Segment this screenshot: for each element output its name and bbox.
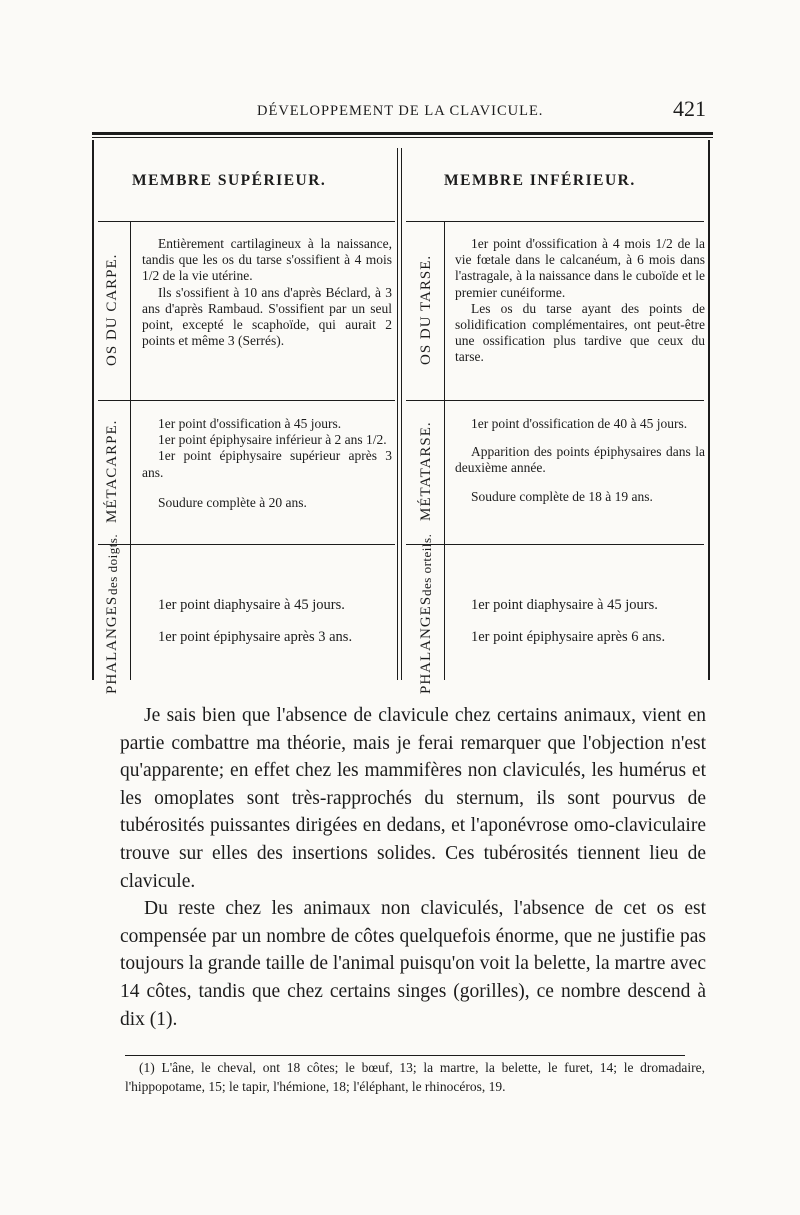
cell-tarse-p2: Les os du tarse ayant des points de solidification complémentaires, ont peut-être une ossification plus tardive que ceux du tarse. — [455, 300, 705, 365]
ossification-table — [92, 140, 712, 695]
column-header-lower-limb: MEMBRE INFÉRIEUR. — [444, 172, 636, 189]
row-label-carpe-text: OS DU CARPE. — [104, 253, 121, 367]
body-text — [120, 702, 706, 1033]
cell-metacarpe-p3: 1er point épiphysaire supérieur après 3 ans. — [142, 448, 392, 480]
cell-metacarpe-p1: 1er point d'ossification à 45 jours. — [158, 416, 342, 431]
table-center-divider-2 — [401, 148, 402, 680]
row-sublabel-orteils: des orteils. — [419, 533, 435, 597]
running-header — [92, 96, 712, 125]
cell-metatarse-p2: Apparition des points épiphysaires dans la deuxième année. — [455, 444, 705, 476]
left-label-divider — [130, 221, 131, 680]
row-label-metatarse-text: MÉTATARSE. — [418, 421, 435, 522]
cell-metatarse — [455, 416, 705, 505]
row-separator-2-right — [406, 544, 704, 545]
cell-phalanges-orteils-p2: 1er point épiphysaire après 6 ans. — [471, 629, 666, 645]
body-paragraph-1: Je sais bien que l'absence de clavicule chez certains animaux, vient en partie combattre ma théorie, mais je ferai remarquer que l'objection n'est qu'apparente; en effet chez les mammifères non claviculés, les humérus et les omoplates sont très-rapprochés du sternum, ils sont pourvus de tubérosités puissantes dirigées en dedans, et l'aponévrose omo-claviculaire trouve sur elles des insertions solides. Ces tubérosités tiennent lieu de clavicule. — [120, 705, 706, 892]
cell-carpe-p2: Ils s'ossifient à 10 ans d'après Béclard, à 3 ans d'après Rambaud. S'ossifient par un seul point, excepté le scaphoïde, qui aurait 2 points et même 3 (Serrés). — [142, 284, 392, 349]
footnote-rule — [125, 1055, 685, 1056]
cell-phalanges-orteils — [455, 596, 705, 646]
row-label-metacarpe-text: MÉTACARPE. — [104, 419, 121, 524]
cell-phalanges-doigts — [142, 596, 392, 646]
cell-metacarpe — [142, 416, 392, 511]
table-left-border — [92, 140, 94, 680]
row-label-metacarpe — [98, 404, 128, 539]
running-title: DÉVELOPPEMENT DE LA CLAVICULE. — [257, 103, 544, 119]
row-label-tarse — [412, 225, 442, 395]
row-label-metatarse — [412, 404, 442, 539]
row-sublabel-doigts: des doigts. — [105, 534, 121, 596]
right-label-divider — [444, 221, 445, 680]
cell-tarse — [455, 236, 705, 366]
table-center-divider — [397, 148, 398, 680]
table-right-border — [708, 140, 710, 680]
row-label-phalanges-orteils — [410, 533, 444, 695]
page-number: 421 — [673, 96, 706, 121]
row-label-phalanges-doigts — [96, 534, 130, 694]
cell-metatarse-p1: 1er point d'ossification de 40 à 45 jours. — [471, 416, 688, 431]
cell-carpe — [142, 236, 392, 349]
footnote — [125, 1058, 705, 1096]
cell-metacarpe-p2: 1er point épiphysaire inférieur à 2 ans 1/2. — [158, 432, 387, 448]
cell-phalanges-orteils-p1: 1er point diaphysaire à 45 jours. — [471, 597, 658, 613]
header-rule — [92, 132, 713, 135]
cell-metacarpe-p4: Soudure complète à 20 ans. — [158, 494, 307, 510]
row-separator-1-right — [406, 400, 704, 401]
cell-phalanges-doigts-p1: 1er point diaphysaire à 45 jours. — [158, 597, 345, 613]
body-paragraph-2: Du reste chez les animaux non claviculés, l'absence de cet os est compensée par un nombre de côtes quelquefois énorme, que ne justifie pas toujours la grande taille de l'animal puisqu'on voit la belette, la martre avec 14 côtes, tandis que chez certains singes (gorilles), ce nombre descend à dix (1). — [120, 898, 706, 1030]
footnote-text: (1) L'âne, le cheval, ont 18 côtes; le bœuf, 13; la martre, la belette, le furet, 14; le dromadaire, l'hippopotame, 15; le tapir, l'hémione, 18; l'éléphant, le rhinocéros, 19. — [125, 1060, 705, 1094]
cell-carpe-p1: Entièrement cartilagineux à la naissance, tandis que les os du tarse s'ossifient à 4 mois 1/2 de la vie utérine. — [142, 236, 392, 284]
row-separator-1 — [98, 400, 395, 401]
row-label-phalanges-orteils-text: PHALANGES — [418, 596, 435, 695]
cell-metatarse-p3: Soudure complète de 18 à 19 ans. — [471, 488, 653, 504]
cell-tarse-p1: 1er point d'ossification à 4 mois 1/2 de la vie fœtale dans le calcanéum, à 6 mois dans l'astragale, à la naissance dans le cuboïde et le premier cunéiforme. — [455, 236, 705, 300]
row-label-carpe — [98, 225, 128, 395]
row-label-phalanges-doigts-text: PHALANGES — [104, 595, 121, 694]
row-label-tarse-text: OS DU TARSE. — [418, 254, 435, 366]
header-rule-thin — [92, 137, 713, 138]
row-separator-2 — [98, 544, 395, 545]
header-separator — [98, 221, 395, 222]
column-header-upper-limb: MEMBRE SUPÉRIEUR. — [132, 172, 327, 189]
header-separator-right — [406, 221, 704, 222]
cell-phalanges-doigts-p2: 1er point épiphysaire après 3 ans. — [158, 629, 353, 645]
